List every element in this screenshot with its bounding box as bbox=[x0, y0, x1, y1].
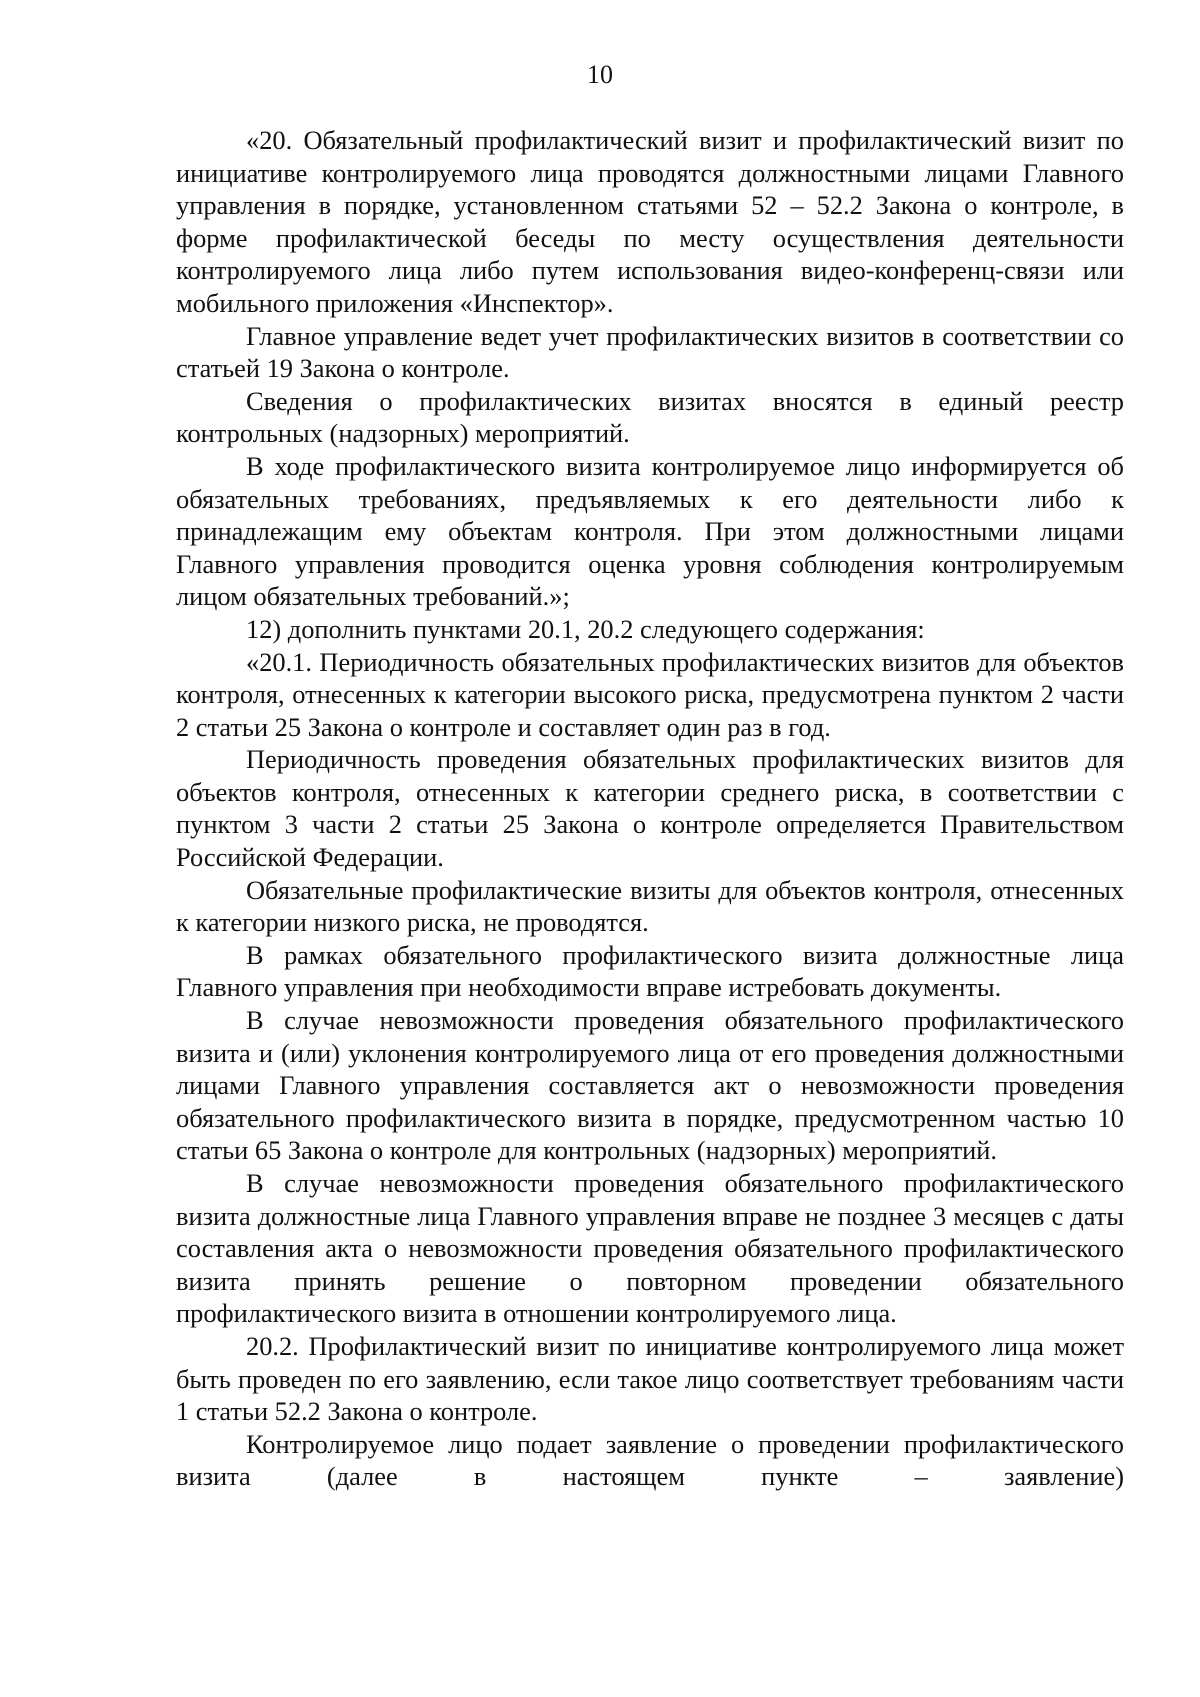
document-body bbox=[176, 124, 1124, 1493]
paragraph-low-risk: Обязательные профилактические визиты для объектов контроля, отнесенных к категории низкого риска, не проводятся. bbox=[176, 874, 1124, 938]
paragraph-application: Контролируемое лицо подает заявление о проведении профилактического визита (далее в настоящем пункте – заявление) bbox=[176, 1428, 1124, 1492]
page-number: 10 bbox=[587, 60, 613, 89]
paragraph-medium-risk: Периодичность проведения обязательных профилактических визитов для объектов контроля, отнесенных к категории среднего риска, в соответствии с пунктом 3 части 2 статьи 25 Закона о контроле определяется Правительством Российской Федерации. bbox=[176, 744, 1124, 873]
paragraph-item-20: «20. Обязательный профилактический визит и профилактический визит по инициативе контролируемого лица проводятся должностными лицами Главного управления в порядке, установленном статьями 52 – 52.2 Закона о контроле, в форме профилактической беседы по месту осуществления деятельности контролируемого лица либо путем использования видео-конференц-связи или мобильного приложения «Инспектор». bbox=[176, 125, 1124, 318]
paragraph-item-20-2: 20.2. Профилактический визит по инициативе контролируемого лица может быть проведен по его заявлению, если такое лицо соответствует требованиям части 1 статьи 52.2 Закона о контроле. bbox=[176, 1330, 1124, 1427]
paragraph-repeat-visit: В случае невозможности проведения обязательного профилактического визита должностные лица Главного управления вправе не позднее 3 месяцев с даты составления акта о невозможности проведения обязательного профилактического визита принять решение о повторном проведении обязательного профилактического визита в отношении контролируемого лица. bbox=[176, 1168, 1124, 1329]
paragraph-documents: В рамках обязательного профилактического визита должностные лица Главного управления при необходимости вправе истребовать документы. bbox=[176, 939, 1124, 1003]
paragraph-item-20-1: «20.1. Периодичность обязательных профилактических визитов для объектов контроля, отнесенных к категории высокого риска, предусмотрена пунктом 2 части 2 статьи 25 Закона о контроле и составляет один раз в год. bbox=[176, 646, 1124, 742]
paragraph-visit-accounting: Главное управление ведет учет профилактических визитов в соответствии со статьей 19 Закона о контроле. bbox=[176, 320, 1124, 384]
paragraph-impossibility-act: В случае невозможности проведения обязательного профилактического визита и (или) уклонения контролируемого лица от его проведения должностными лицами Главного управления составляется акт о невозможности проведения обязательного профилактического визита в порядке, предусмотренном частью 10 статьи 65 Закона о контроле для контрольных (надзорных) мероприятий. bbox=[176, 1005, 1124, 1166]
paragraph-registry: Сведения о профилактических визитах вносятся в единый реестр контрольных (надзорных) мероприятий. bbox=[176, 385, 1124, 449]
paragraph-informing: В ходе профилактического визита контролируемое лицо информируется об обязательных требованиях, предъявляемых к его деятельности либо к принадлежащим ему объектам контроля. При этом должностными лицами Главного управления проводится оценка уровня соблюдения контролируемым лицом обязательных требований.»; bbox=[176, 450, 1124, 612]
paragraph-amendment-12: 12) дополнить пунктами 20.1, 20.2 следующего содержания: bbox=[246, 613, 925, 644]
